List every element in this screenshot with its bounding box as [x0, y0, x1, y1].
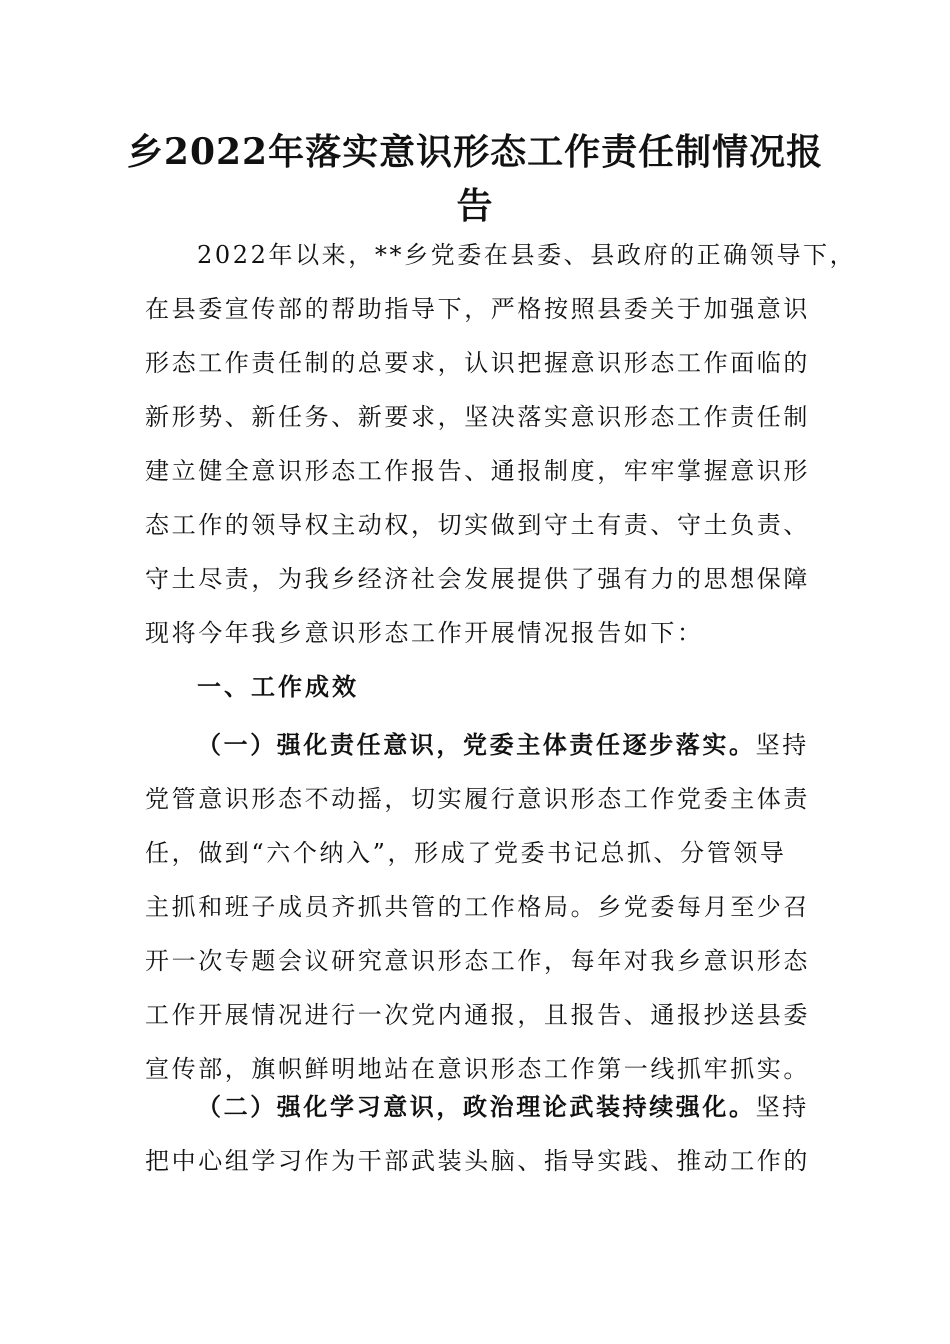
title-line-2: 告 — [456, 185, 494, 227]
paragraph-1-lead: （一）强化责任意识，党委主体责任逐步落实。 — [197, 730, 756, 759]
intro-paragraph — [145, 228, 857, 660]
intro-line: 现将今年我乡意识形态工作开展情况报告如下： — [145, 619, 704, 647]
intro-line: 态工作的领导权主动权，切实做到守土有责、守土负责、 — [145, 511, 810, 539]
paragraph-2 — [145, 1080, 825, 1188]
paragraph-line: 把中心组学习作为干部武装头脑、指导实践、推动工作的 — [145, 1147, 810, 1175]
intro-line: 形态工作责任制的总要求，认识把握意识形态工作面临的 — [145, 349, 810, 377]
paragraph-2-lead-rest: 坚持 — [755, 1093, 809, 1121]
paragraph-2-lead: （二）强化学习意识，政治理论武装持续强化。 — [197, 1092, 756, 1121]
paragraph-2-first-line — [145, 1080, 825, 1134]
intro-line: 守土尽责，为我乡经济社会发展提供了强有力的思想保障 — [145, 565, 810, 593]
paragraph-line: 开一次专题会议研究意识形态工作，每年对我乡意识形态 — [145, 947, 810, 975]
paragraph-1-first-line — [145, 718, 825, 772]
paragraph-1 — [145, 718, 825, 1096]
intro-line: 建立健全意识形态工作报告、通报制度，牢牢掌握意识形 — [145, 457, 810, 485]
intro-line: 新形势、新任务、新要求，坚决落实意识形态工作责任制 — [145, 403, 810, 431]
intro-line: 在县委宣传部的帮助指导下，严格按照县委关于加强意识 — [145, 295, 810, 323]
intro-line: 2022年以来，**乡党委在县委、县政府的正确领导下， — [197, 241, 857, 269]
paragraph-line: 党管意识形态不动摇，切实履行意识形态工作党委主体责 — [145, 785, 810, 813]
section-heading: 一、工作成效 — [197, 672, 359, 701]
paragraph-line: 工作开展情况进行一次党内通报，且报告、通报抄送县委 — [145, 1001, 810, 1029]
paragraph-line: 任，做到“六个纳入”，形成了党委书记总抓、分管领导 — [145, 839, 787, 867]
paragraph-1-lead-rest: 坚持 — [755, 731, 809, 759]
title-line-1: 乡2022年落实意识形态工作责任制情况报 — [126, 131, 824, 173]
document-title — [120, 128, 830, 236]
paragraph-line: 主抓和班子成员齐抓共管的工作格局。乡党委每月至少召 — [145, 893, 810, 921]
paragraph-line: 宣传部，旗帜鲜明地站在意识形态工作第一线抓牢抓实。 — [145, 1055, 810, 1083]
